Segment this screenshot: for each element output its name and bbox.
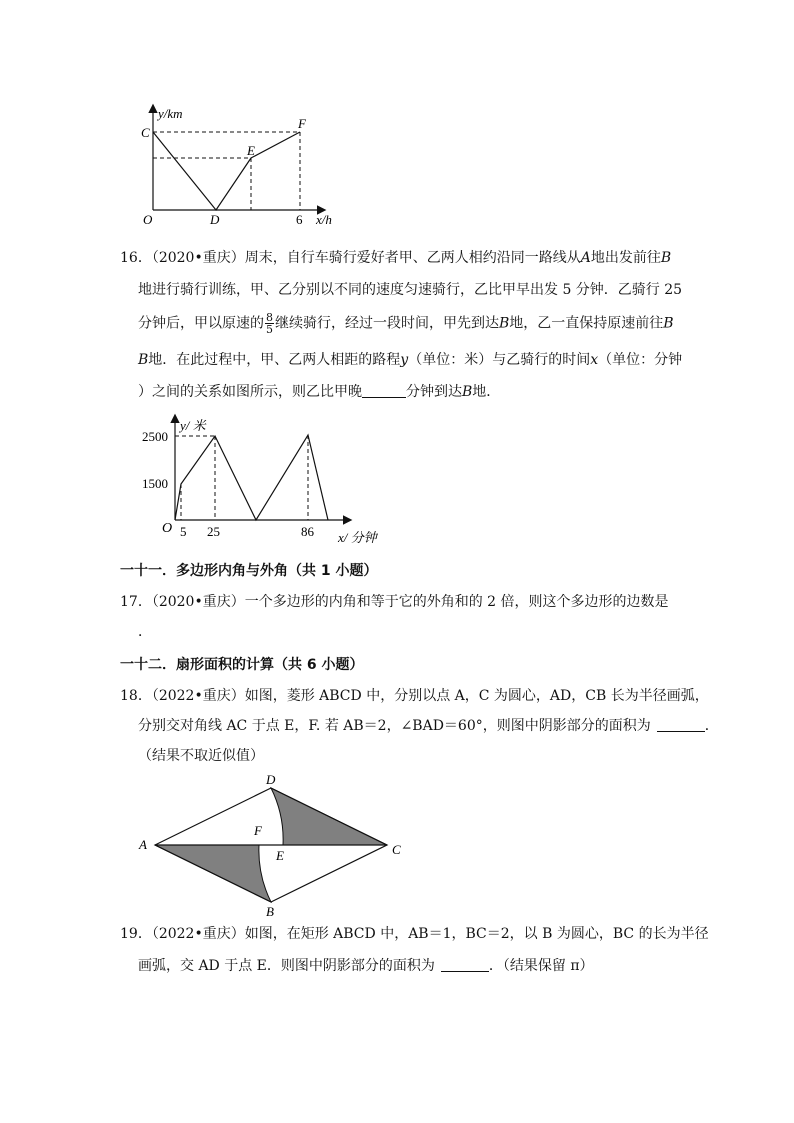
label-b: B (266, 904, 274, 919)
answer-blank-q16[interactable] (362, 383, 406, 398)
tick-5: 5 (180, 524, 187, 539)
label-f: F (254, 823, 262, 838)
q16-line-3: 分钟后，甲以原速的 $\frac{8}{5}$ 继续骑行，经过一段时间，甲先到达B地，乙一直保持原速前往B (138, 311, 674, 336)
q18-line-2: 分别交对角线 AC 于点 E，F. 若 AB＝2，∠BAD＝60°，则图中阴影部分的面积为 ． (138, 718, 719, 734)
x-axis-label: x/h (316, 212, 332, 227)
label-d: D (210, 212, 220, 227)
answer-blank-q19[interactable] (441, 957, 489, 972)
q17-line-1: 17．（2020•重庆）一个多边形的内角和等于它的外角和的 2 倍，则这个多边形的边数是 (120, 594, 669, 610)
tick-6: 6 (296, 212, 303, 227)
q19-line-2: 画弧，交 AD 于点 E．则图中阴影部分的面积为 ．（结果保留 π） (138, 958, 594, 974)
label-d: D (266, 772, 276, 787)
q19-line-1: 19．（2022•重庆）如图，在矩形 ABCD 中，AB＝1，BC＝2，以 B 为圆心，BC 的长为半径 (120, 926, 709, 942)
figure-q18-rhombus (130, 770, 420, 920)
label-e: E (276, 848, 284, 863)
y-axis-label: y/ 米 (180, 418, 206, 433)
fraction-8-5: $\frac{8}{5}$ (266, 311, 273, 336)
tick-86: 86 (301, 524, 314, 539)
label-c: C (392, 842, 401, 857)
q16-line-5: ）之间的关系如图所示，则乙比甲晚 分钟到达B地． (138, 384, 501, 400)
label-e: E (247, 143, 255, 158)
label-f: F (298, 116, 306, 131)
figure-q16-graph (140, 412, 390, 548)
label-a: A (139, 837, 147, 852)
section-title-12: 一十二．扇形面积的计算（共 6 小题） (120, 657, 364, 673)
graph-line (175, 435, 328, 520)
q18-line-3: （结果不取近似值） (138, 748, 264, 764)
label-c: C (141, 125, 150, 140)
figure-q15-graph (130, 100, 340, 230)
q18-line-1: 18．（2022•重庆）如图，菱形 ABCD 中，分别以点 A，C 为圆心，AD，CB 长为半径画弧， (120, 688, 709, 704)
label-o: O (162, 521, 173, 536)
tick-1500: 1500 (142, 476, 168, 491)
answer-blank-q18[interactable] (657, 717, 705, 732)
label-o: O (143, 212, 153, 227)
tick-2500: 2500 (142, 429, 168, 444)
q17-line-2: ． (138, 624, 152, 640)
y-axis-label: y/km (158, 106, 183, 121)
q16-line-4: B地．在此过程中，甲、乙两人相距的路程y（单位：米）与乙骑行的时间x（单位：分钟 (138, 352, 683, 368)
q16-line-1: 16．（2020•重庆）周末，自行车骑行爱好者甲、乙两人相约沿同一路线从A地出发前往B (120, 250, 672, 266)
q16-line-2: 地进行骑行训练，甲、乙分别以不同的速度匀速骑行，乙比甲早出发 5 分钟．乙骑行 25 (138, 282, 683, 298)
tick-25: 25 (207, 524, 220, 539)
section-title-11: 一十一．多边形内角与外角（共 1 小题） (120, 563, 378, 579)
x-axis-label: x/ 分钟 (338, 530, 377, 545)
graph-line (153, 132, 300, 210)
